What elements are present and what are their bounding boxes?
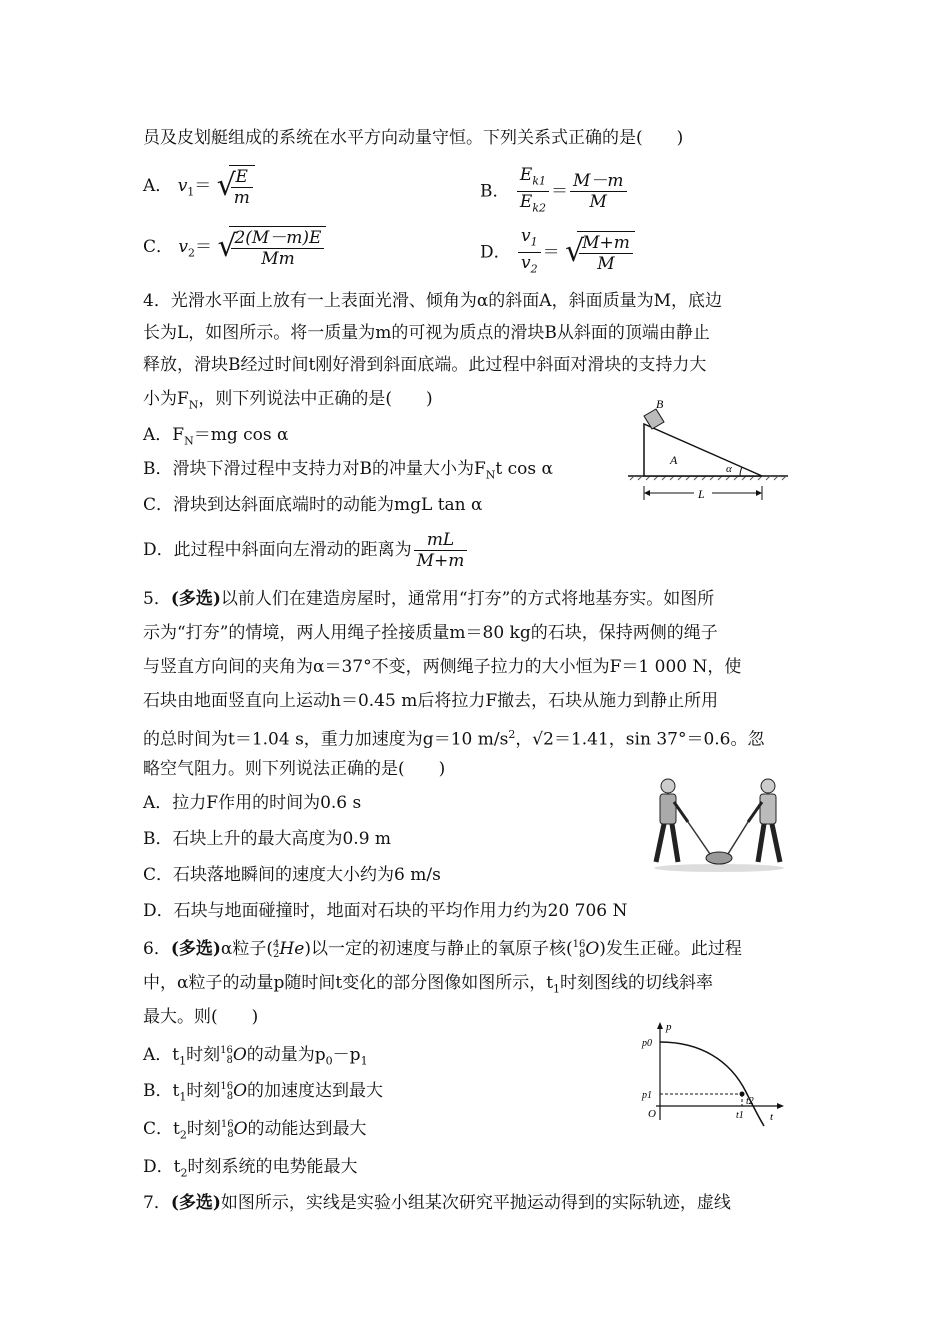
q4-fn-sub: N bbox=[188, 398, 199, 412]
q6-he: He bbox=[279, 939, 305, 959]
q4-option-a bbox=[143, 422, 288, 454]
q5-line-4: 石块由地面竖直向上运动h＝0.45 m后将拉力F撤去，石块从施力到静止所用 bbox=[143, 691, 719, 711]
q3-b-numl: E bbox=[519, 165, 533, 185]
q6-b-sub: 1 bbox=[179, 1090, 187, 1104]
q6-d-t: D．t bbox=[143, 1157, 181, 1177]
q5-line-2: 示为“打夯”的情境，两人用绳子拴接质量m＝80 kg的石块，保持两侧的绳子 bbox=[143, 623, 718, 643]
q6-option-c bbox=[143, 1116, 367, 1148]
q6-o-sub: 8 bbox=[578, 948, 586, 960]
q3-intro bbox=[143, 125, 683, 151]
q5-tag: (多选) bbox=[170, 589, 221, 609]
q6-c-osub: 8 bbox=[227, 1128, 234, 1140]
q6-a-osub: 8 bbox=[226, 1054, 233, 1066]
fig-label-A: A bbox=[670, 453, 678, 467]
incline-figure bbox=[622, 394, 792, 504]
q6-line2-sub: 1 bbox=[553, 982, 561, 996]
q3-d-numr: M+m bbox=[579, 233, 633, 254]
q7-num: 7． bbox=[143, 1193, 171, 1213]
q7-line-1 bbox=[143, 1190, 731, 1216]
q3-c-var: v bbox=[178, 237, 189, 257]
q5-option-b: B．石块上升的最大高度为0.9 m bbox=[143, 829, 392, 849]
q4-line-4a: 小为F bbox=[143, 389, 189, 409]
q6-b-t: B．t bbox=[143, 1081, 180, 1101]
q3-option-d bbox=[480, 226, 635, 280]
q6-b-osup: 16 bbox=[220, 1080, 234, 1092]
q4-b-text: B．滑块下滑过程中支持力对B的冲量大小为F bbox=[143, 459, 486, 479]
q6-c-tail: 的动能达到最大 bbox=[247, 1119, 367, 1139]
q5-line-1-text: 以前人们在建造房屋时，通常用“打夯”的方式将地基夯实。如图所 bbox=[220, 589, 715, 609]
q4-b-tail: t cos α bbox=[495, 459, 554, 479]
q4-a-text: A．F bbox=[143, 425, 185, 445]
q6-o-sup: 16 bbox=[572, 938, 586, 950]
q3-c-letter: C． bbox=[143, 237, 174, 257]
q6-he-sub: 2 bbox=[273, 948, 280, 960]
q6-a-sub: 1 bbox=[179, 1054, 187, 1068]
q6-b-tail: 的加速度达到最大 bbox=[247, 1081, 383, 1101]
q3-a-var: v bbox=[177, 176, 188, 196]
graph-p0-label: p0 bbox=[642, 1038, 652, 1049]
q6-a-o: O bbox=[232, 1045, 247, 1065]
fig-label-L: L bbox=[698, 487, 705, 501]
q6-a-tail: 的动量为p bbox=[246, 1045, 326, 1065]
q7-tag: (多选) bbox=[170, 1193, 221, 1213]
q6-a-p0: 0 bbox=[325, 1054, 333, 1068]
graph-t2-label: t2 bbox=[746, 1096, 754, 1107]
q4-d-text: D．此过程中斜面向左滑动的距离为 bbox=[143, 540, 412, 560]
q3-c-sub: 2 bbox=[188, 246, 196, 260]
q4-option-b bbox=[143, 456, 553, 488]
q6-option-d bbox=[143, 1154, 357, 1186]
q4-d-den: M+m bbox=[416, 551, 465, 571]
q6-d-sub: 2 bbox=[180, 1166, 188, 1180]
q6-c-o: O bbox=[233, 1119, 248, 1139]
q6-o: O bbox=[585, 939, 600, 959]
q4-option-c: C．滑块到达斜面底端时的动能为mgL tan α bbox=[143, 495, 483, 515]
q5-option-d: D．石块与地面碰撞时，地面对石块的平均作用力约为20 706 N bbox=[143, 901, 628, 921]
q3-b-letter: B． bbox=[480, 181, 510, 202]
q4-option-d bbox=[143, 530, 469, 571]
q3-option-b bbox=[480, 165, 629, 219]
q6-line1a: α粒子( bbox=[220, 939, 274, 959]
fig-label-alpha: α bbox=[726, 463, 732, 475]
q3-intro-text: 员及皮划艇组成的系统在水平方向动量守恒。下列关系式正确的是( ) bbox=[143, 128, 684, 148]
q4-b-sub: N bbox=[485, 468, 496, 482]
q6-line-1 bbox=[143, 936, 742, 962]
q6-he-sup: 4 bbox=[273, 938, 280, 950]
q3-d-numl-sub: 1 bbox=[530, 235, 538, 249]
q6-line1c: )发生正碰。此过程 bbox=[599, 939, 742, 959]
q4-line-4 bbox=[143, 386, 433, 418]
q5-num: 5． bbox=[143, 589, 171, 609]
q5-line-1 bbox=[143, 586, 714, 612]
q3-a-eq: ＝ bbox=[194, 176, 212, 196]
q6-a-osup: 16 bbox=[220, 1044, 233, 1056]
q3-d-letter: D． bbox=[480, 242, 511, 263]
q5-option-c: C．石块落地瞬间的速度大小约为6 m/s bbox=[143, 865, 441, 885]
q4-a-sub: N bbox=[184, 434, 194, 448]
q3-b-numr: M－m bbox=[570, 171, 627, 192]
q5-line-5 bbox=[143, 722, 765, 753]
q3-d-denl-sub: 2 bbox=[530, 262, 538, 276]
q6-option-b bbox=[143, 1078, 383, 1110]
q3-a-letter: A． bbox=[143, 176, 173, 196]
q3-b-eq: ＝ bbox=[551, 181, 568, 202]
q6-b-osub: 8 bbox=[226, 1090, 234, 1102]
graph-p-label: p bbox=[666, 1021, 672, 1033]
q6-c-sub: 2 bbox=[179, 1128, 187, 1142]
q3-b-numl-sub: k1 bbox=[532, 174, 546, 188]
q3-c-den: Mm bbox=[261, 249, 295, 269]
q6-line1b: )以一定的初速度与静止的氧原子核( bbox=[304, 939, 573, 959]
q6-line2b: 时刻图线的切线斜率 bbox=[560, 973, 714, 993]
q6-d-tail: 时刻系统的电势能最大 bbox=[187, 1157, 358, 1177]
q3-b-denr: M bbox=[589, 192, 607, 213]
q7-line1-text: 如图所示，实线是实验小组某次研究平抛运动得到的实际轨迹，虚线 bbox=[220, 1193, 731, 1213]
q3-a-sub: 1 bbox=[187, 185, 195, 199]
q3-a-sqrt: √ $\frac{E}{m}$ bbox=[217, 165, 255, 208]
q6-option-a bbox=[143, 1042, 368, 1074]
momentum-time-graph bbox=[640, 1020, 790, 1130]
q4-a-tail: ＝mg cos α bbox=[193, 425, 289, 445]
q3-c-sqrt: √ $\frac{2(M-m)E}{Mm}$ bbox=[217, 226, 326, 269]
q3-d-numl: v bbox=[521, 226, 531, 246]
fig-label-B: B bbox=[656, 397, 664, 411]
q5-line-5a: 的总时间为t＝1.04 s，重力加速度为g＝10 m/s bbox=[143, 729, 509, 750]
q6-line-3: 最大。则( ) bbox=[143, 1007, 259, 1027]
q3-b-denl-sub: k2 bbox=[532, 201, 546, 215]
q5-g-sup: 2 bbox=[508, 728, 516, 741]
graph-t1-label: t1 bbox=[736, 1110, 744, 1121]
graph-origin-label: O bbox=[648, 1108, 656, 1120]
q5-option-a: A．拉力F作用的时间为0.6 s bbox=[143, 793, 362, 813]
graph-p1-label: p1 bbox=[642, 1090, 652, 1101]
q5-line-6: 略空气阻力。则下列说法正确的是( ) bbox=[143, 759, 446, 779]
q6-line-2 bbox=[143, 970, 713, 1002]
q3-a-den: m bbox=[233, 188, 250, 208]
q3-a-num: E bbox=[231, 167, 253, 188]
q4-line-2: 长为L，如图所示。将一质量为m的可视为质点的滑块B从斜面的顶端由静止 bbox=[143, 323, 710, 343]
q6-c-t: C．t bbox=[143, 1119, 180, 1139]
q6-tag: (多选) bbox=[170, 939, 221, 959]
q3-d-eq: ＝ bbox=[542, 242, 560, 263]
q3-d-sqrt: √ $\frac{M+m}{M}$ bbox=[565, 231, 635, 274]
q4-line-3: 释放，滑块B经过时间t刚好滑到斜面底端。此过程中斜面对滑块的支持力大 bbox=[143, 355, 707, 375]
q3-option-c bbox=[143, 226, 326, 269]
q5-line-5b: ，√2＝1.41，sin 37°＝0.6。忽 bbox=[515, 729, 765, 750]
q4-line-1: 4．光滑水平面上放有一上表面光滑、倾角为α的斜面A，斜面质量为M，底边 bbox=[143, 291, 722, 311]
q6-num: 6． bbox=[143, 939, 171, 959]
q6-a-t: A．t bbox=[143, 1045, 180, 1065]
q6-a-mid: 时刻 bbox=[186, 1045, 221, 1065]
q5-line-3: 与竖直方向间的夹角为α＝37°不变，两侧绳子拉力的大小恒为F＝1 000 N，使 bbox=[143, 657, 742, 677]
q3-option-a bbox=[143, 165, 255, 208]
q6-b-o: O bbox=[233, 1081, 247, 1101]
q4-line-4b: ，则下列说法中正确的是( ) bbox=[198, 389, 433, 409]
q6-line2a: 中，α粒子的动量p随时间t变化的部分图像如图所示，t bbox=[143, 973, 554, 993]
q4-d-num: mL bbox=[414, 530, 468, 551]
q3-d-denl: v bbox=[521, 253, 531, 274]
q6-c-mid: 时刻 bbox=[186, 1119, 221, 1139]
graph-t-label: t bbox=[770, 1111, 774, 1123]
q6-a-p1: 1 bbox=[360, 1054, 368, 1068]
q6-b-mid: 时刻 bbox=[186, 1081, 221, 1101]
q6-a-minus: －p bbox=[332, 1045, 361, 1065]
q3-d-denr: M bbox=[597, 254, 615, 275]
tamping-figure bbox=[644, 774, 794, 874]
q6-c-osup: 16 bbox=[220, 1118, 234, 1130]
q3-c-num: 2(M－m)E bbox=[231, 228, 324, 249]
q3-b-denl: E bbox=[519, 192, 533, 213]
q3-c-eq: ＝ bbox=[195, 237, 213, 257]
